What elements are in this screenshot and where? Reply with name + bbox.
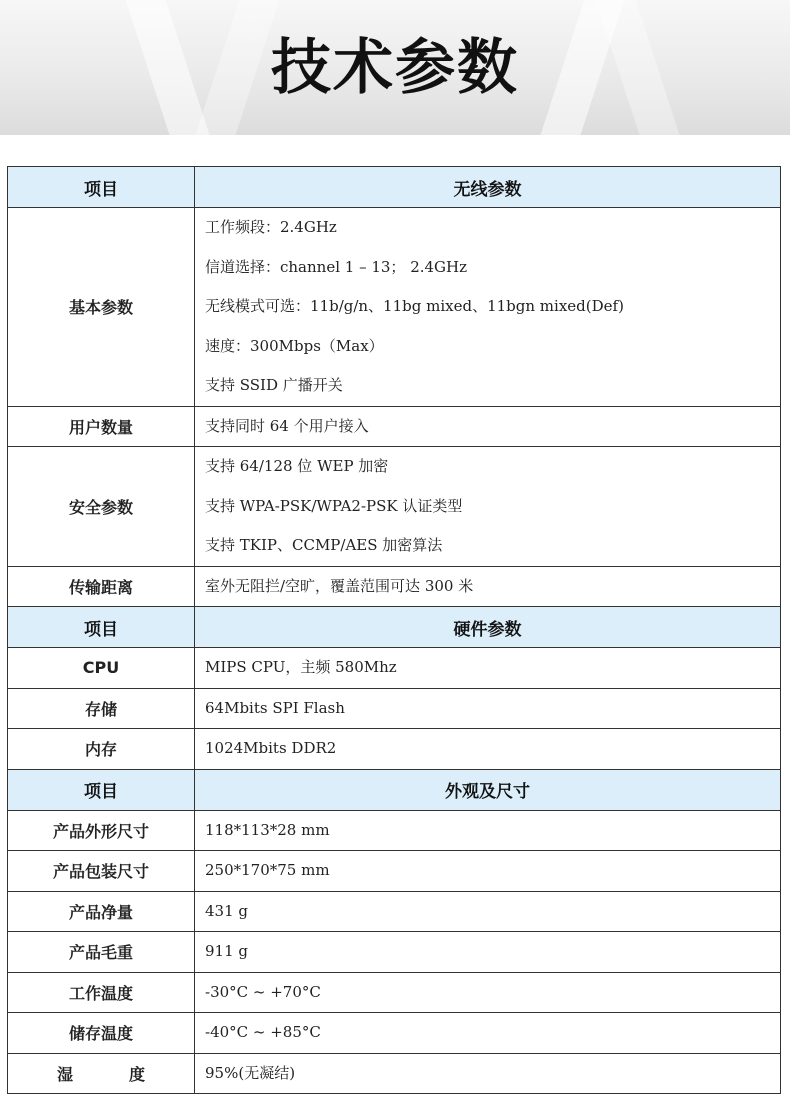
row-label: 储存温度 (8, 1013, 195, 1054)
row-label: 产品外形尺寸 (8, 810, 195, 851)
value-line: 室外无阻拦/空旷，覆盖范围可达 300 米 (205, 576, 474, 595)
value-line: 支持 64/128 位 WEP 加密 (205, 457, 389, 475)
value-line: 64Mbits SPI Flash (205, 698, 345, 717)
value-line: 95%(无凝结) (205, 1063, 296, 1082)
value-line: 无线模式可选：11b/g/n、11bg mixed、11bgn mixed(Def) (205, 297, 624, 315)
row-value (195, 851, 781, 892)
header-label: 项目 (8, 769, 195, 810)
row-value (195, 810, 781, 851)
row-value (195, 406, 781, 447)
value-line: 速度：300Mbps（Max） (205, 336, 384, 355)
table-row (8, 810, 781, 851)
page-title: 技术参数 (271, 33, 519, 103)
row-label: 产品毛重 (8, 932, 195, 973)
row-value (195, 648, 781, 689)
row-value (195, 932, 781, 973)
title-banner (0, 0, 790, 135)
section-header-hardware (8, 607, 781, 648)
row-label-part: 湿 (56, 1064, 73, 1084)
table-row (8, 851, 781, 892)
row-value (195, 729, 781, 770)
row-value (195, 566, 781, 607)
row-value (195, 447, 781, 567)
header-label: 项目 (8, 607, 195, 648)
header-value: 硬件参数 (195, 607, 781, 648)
table-row (8, 648, 781, 689)
table-row (8, 566, 781, 607)
table-row (8, 729, 781, 770)
value-line: 支持同时 64 个用户接入 (205, 416, 369, 435)
section-header-dimensions (8, 769, 781, 810)
table-row (8, 1053, 781, 1094)
table-row (8, 688, 781, 729)
row-label: 存储 (8, 688, 195, 729)
value-line: -40°C ~ +85°C (205, 1023, 321, 1041)
row-label (8, 1053, 195, 1094)
row-value (195, 891, 781, 932)
value-line: 信道选择：channel 1 – 13； 2.4GHz (205, 257, 468, 276)
spec-table (7, 166, 781, 1094)
row-value (195, 1053, 781, 1094)
value-line: 431 g (205, 901, 249, 920)
value-line: 911 g (205, 942, 249, 960)
row-label-part: 度 (129, 1064, 146, 1084)
header-value: 无线参数 (195, 167, 781, 208)
table-row (8, 932, 781, 973)
value-line: 250*170*75 mm (205, 861, 330, 879)
table-row (8, 406, 781, 447)
row-label: 工作温度 (8, 972, 195, 1013)
row-label: 用户数量 (8, 406, 195, 447)
row-value (195, 1013, 781, 1054)
row-label: 产品包装尺寸 (8, 851, 195, 892)
value-line: 118*113*28 mm (205, 820, 330, 839)
value-line: 支持 SSID 广播开关 (205, 376, 343, 394)
value-line: -30°C ~ +70°C (205, 982, 321, 1001)
table-row (8, 208, 781, 407)
row-label: 基本参数 (8, 208, 195, 407)
row-label: CPU (8, 648, 195, 689)
value-line: 工作频段：2.4GHz (205, 218, 337, 236)
value-line: MIPS CPU，主频 580Mhz (205, 658, 397, 676)
row-value (195, 688, 781, 729)
value-line: 支持 WPA-PSK/WPA2-PSK 认证类型 (205, 496, 463, 515)
value-line: 支持 TKIP、CCMP/AES 加密算法 (205, 536, 443, 554)
section-header-wireless (8, 167, 781, 208)
table-row (8, 891, 781, 932)
table-row (8, 972, 781, 1013)
header-value: 外观及尺寸 (195, 769, 781, 810)
value-line: 1024Mbits DDR2 (205, 739, 337, 757)
row-label: 传输距离 (8, 566, 195, 607)
header-label: 项目 (8, 167, 195, 208)
row-label: 产品净量 (8, 891, 195, 932)
row-value (195, 972, 781, 1013)
row-label: 安全参数 (8, 447, 195, 567)
table-row (8, 1013, 781, 1054)
row-label: 内存 (8, 729, 195, 770)
table-row (8, 447, 781, 567)
row-value (195, 208, 781, 407)
